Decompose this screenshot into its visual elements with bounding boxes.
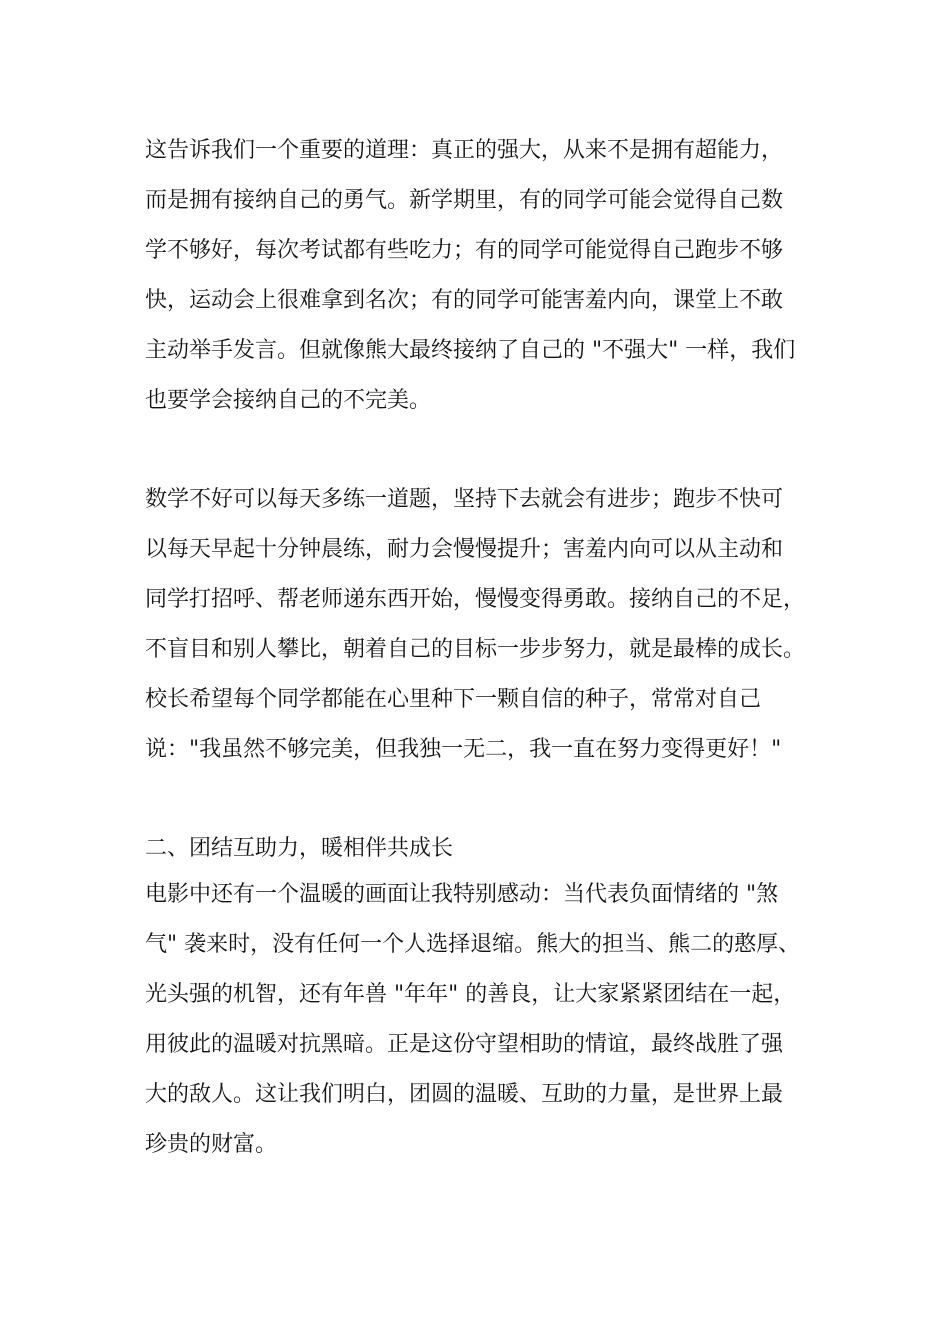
text-line: 用彼此的温暖对抗黑暗。正是这份守望相助的情谊，最终战胜了强 xyxy=(145,1032,784,1057)
text-line: 气" 袭来时，没有任何一个人选择退缩。熊大的担当、熊二的憨厚、 xyxy=(145,932,801,957)
text-line: 数学不好可以每天多练一道题，坚持下去就会有进步；跑步不快可 xyxy=(145,487,784,512)
text-line: 主动举手发言。但就像熊大最终接纳了自己的 "不强大" 一样，我们 xyxy=(145,338,796,363)
text-line: 学不够好，每次考试都有些吃力；有的同学可能觉得自己跑步不够 xyxy=(145,238,784,263)
text-line: 不盲目和别人攀比，朝着自己的目标一步步努力，就是最棒的成长。 xyxy=(145,637,806,662)
text-line: 也要学会接纳自己的不完美。 xyxy=(145,388,432,413)
text-line: 光头强的机智，还有年兽 "年年" 的善良，让大家紧紧团结在一起， xyxy=(145,982,796,1007)
text-line: 大的敌人。这让我们明白，团圆的温暖、互助的力量，是世界上最 xyxy=(145,1082,784,1107)
text-line: 以每天早起十分钟晨练，耐力会慢慢提升；害羞内向可以从主动和 xyxy=(145,537,784,562)
text-line: 说："我虽然不够完美，但我独一无二，我一直在努力变得更好！" xyxy=(145,737,782,762)
text-line: 珍贵的财富。 xyxy=(145,1132,278,1157)
text-line: 而是拥有接纳自己的勇气。新学期里，有的同学可能会觉得自己数 xyxy=(145,188,784,213)
text-line: 电影中还有一个温暖的画面让我特别感动：当代表负面情绪的 "煞 xyxy=(145,882,779,907)
text-line: 校长希望每个同学都能在心里种下一颗自信的种子，常常对自己 xyxy=(145,687,762,712)
section-heading: 二、团结互助力，暖相伴共成长 xyxy=(145,836,454,861)
text-line: 这告诉我们一个重要的道理：真正的强大，从来不是拥有超能力， xyxy=(145,138,784,163)
text-line: 同学打招呼、帮老师递东西开始，慢慢变得勇敢。接纳自己的不足， xyxy=(145,587,806,612)
text-line: 快，运动会上很难拿到名次；有的同学可能害羞内向，课堂上不敢 xyxy=(145,288,784,313)
